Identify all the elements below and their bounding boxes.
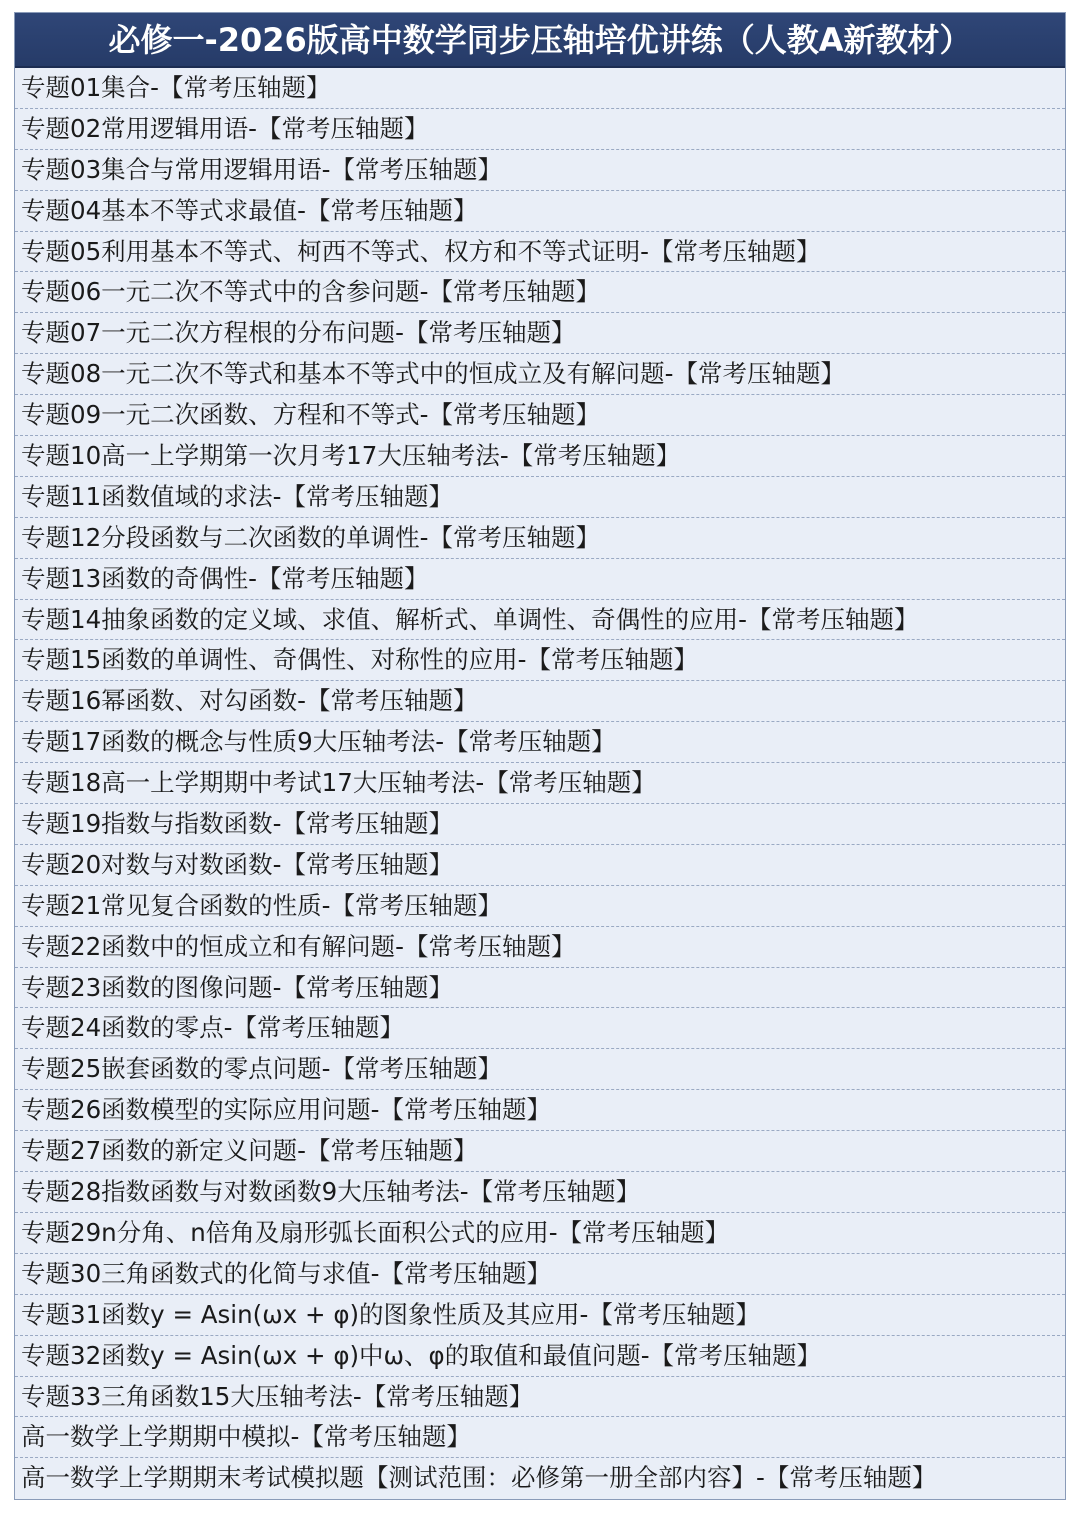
list-item: 专题14抽象函数的定义域、求值、解析式、单调性、奇偶性的应用-【常考压轴题】 [15, 600, 1065, 641]
list-item: 专题11函数值域的求法-【常考压轴题】 [15, 477, 1065, 518]
list-item: 专题21常见复合函数的性质-【常考压轴题】 [15, 886, 1065, 927]
list-item: 专题05利用基本不等式、柯西不等式、权方和不等式证明-【常考压轴题】 [15, 232, 1065, 273]
list-item: 专题32函数y = Asin(ωx + φ)中ω、φ的取值和最值问题-【常考压轴题】 [15, 1336, 1065, 1377]
list-item: 专题04基本不等式求最值-【常考压轴题】 [15, 191, 1065, 232]
list-item: 专题18高一上学期期中考试17大压轴考法-【常考压轴题】 [15, 763, 1065, 804]
topic-list [15, 68, 1065, 1499]
list-item: 专题19指数与指数函数-【常考压轴题】 [15, 804, 1065, 845]
course-list-sheet [14, 12, 1066, 1500]
list-item: 专题26函数模型的实际应用问题-【常考压轴题】 [15, 1090, 1065, 1131]
list-item: 专题12分段函数与二次函数的单调性-【常考压轴题】 [15, 518, 1065, 559]
list-item: 专题07一元二次方程根的分布问题-【常考压轴题】 [15, 313, 1065, 354]
list-item: 专题16幂函数、对勾函数-【常考压轴题】 [15, 681, 1065, 722]
list-item: 专题03集合与常用逻辑用语-【常考压轴题】 [15, 150, 1065, 191]
list-item: 专题20对数与对数函数-【常考压轴题】 [15, 845, 1065, 886]
list-item: 专题24函数的零点-【常考压轴题】 [15, 1008, 1065, 1049]
list-item: 专题17函数的概念与性质9大压轴考法-【常考压轴题】 [15, 722, 1065, 763]
list-item: 专题06一元二次不等式中的含参问题-【常考压轴题】 [15, 272, 1065, 313]
list-item: 专题13函数的奇偶性-【常考压轴题】 [15, 559, 1065, 600]
list-item: 专题33三角函数15大压轴考法-【常考压轴题】 [15, 1377, 1065, 1418]
list-item: 专题30三角函数式的化简与求值-【常考压轴题】 [15, 1254, 1065, 1295]
list-item: 专题02常用逻辑用语-【常考压轴题】 [15, 109, 1065, 150]
list-item: 专题22函数中的恒成立和有解问题-【常考压轴题】 [15, 927, 1065, 968]
list-item: 专题08一元二次不等式和基本不等式中的恒成立及有解问题-【常考压轴题】 [15, 354, 1065, 395]
list-item: 专题28指数函数与对数函数9大压轴考法-【常考压轴题】 [15, 1172, 1065, 1213]
list-item: 专题10高一上学期第一次月考17大压轴考法-【常考压轴题】 [15, 436, 1065, 477]
list-item: 专题31函数y = Asin(ωx + φ)的图象性质及其应用-【常考压轴题】 [15, 1295, 1065, 1336]
page-title: 必修一-2026版高中数学同步压轴培优讲练（人教A新教材） [15, 13, 1065, 68]
list-item: 专题01集合-【常考压轴题】 [15, 68, 1065, 109]
list-item: 专题29n分角、n倍角及扇形弧长面积公式的应用-【常考压轴题】 [15, 1213, 1065, 1254]
list-item: 专题15函数的单调性、奇偶性、对称性的应用-【常考压轴题】 [15, 640, 1065, 681]
list-item: 专题23函数的图像问题-【常考压轴题】 [15, 968, 1065, 1009]
list-item: 高一数学上学期期末考试模拟题【测试范围：必修第一册全部内容】-【常考压轴题】 [15, 1458, 1065, 1499]
list-item: 高一数学上学期期中模拟-【常考压轴题】 [15, 1417, 1065, 1458]
list-item: 专题27函数的新定义问题-【常考压轴题】 [15, 1131, 1065, 1172]
list-item: 专题09一元二次函数、方程和不等式-【常考压轴题】 [15, 395, 1065, 436]
list-item: 专题25嵌套函数的零点问题-【常考压轴题】 [15, 1049, 1065, 1090]
